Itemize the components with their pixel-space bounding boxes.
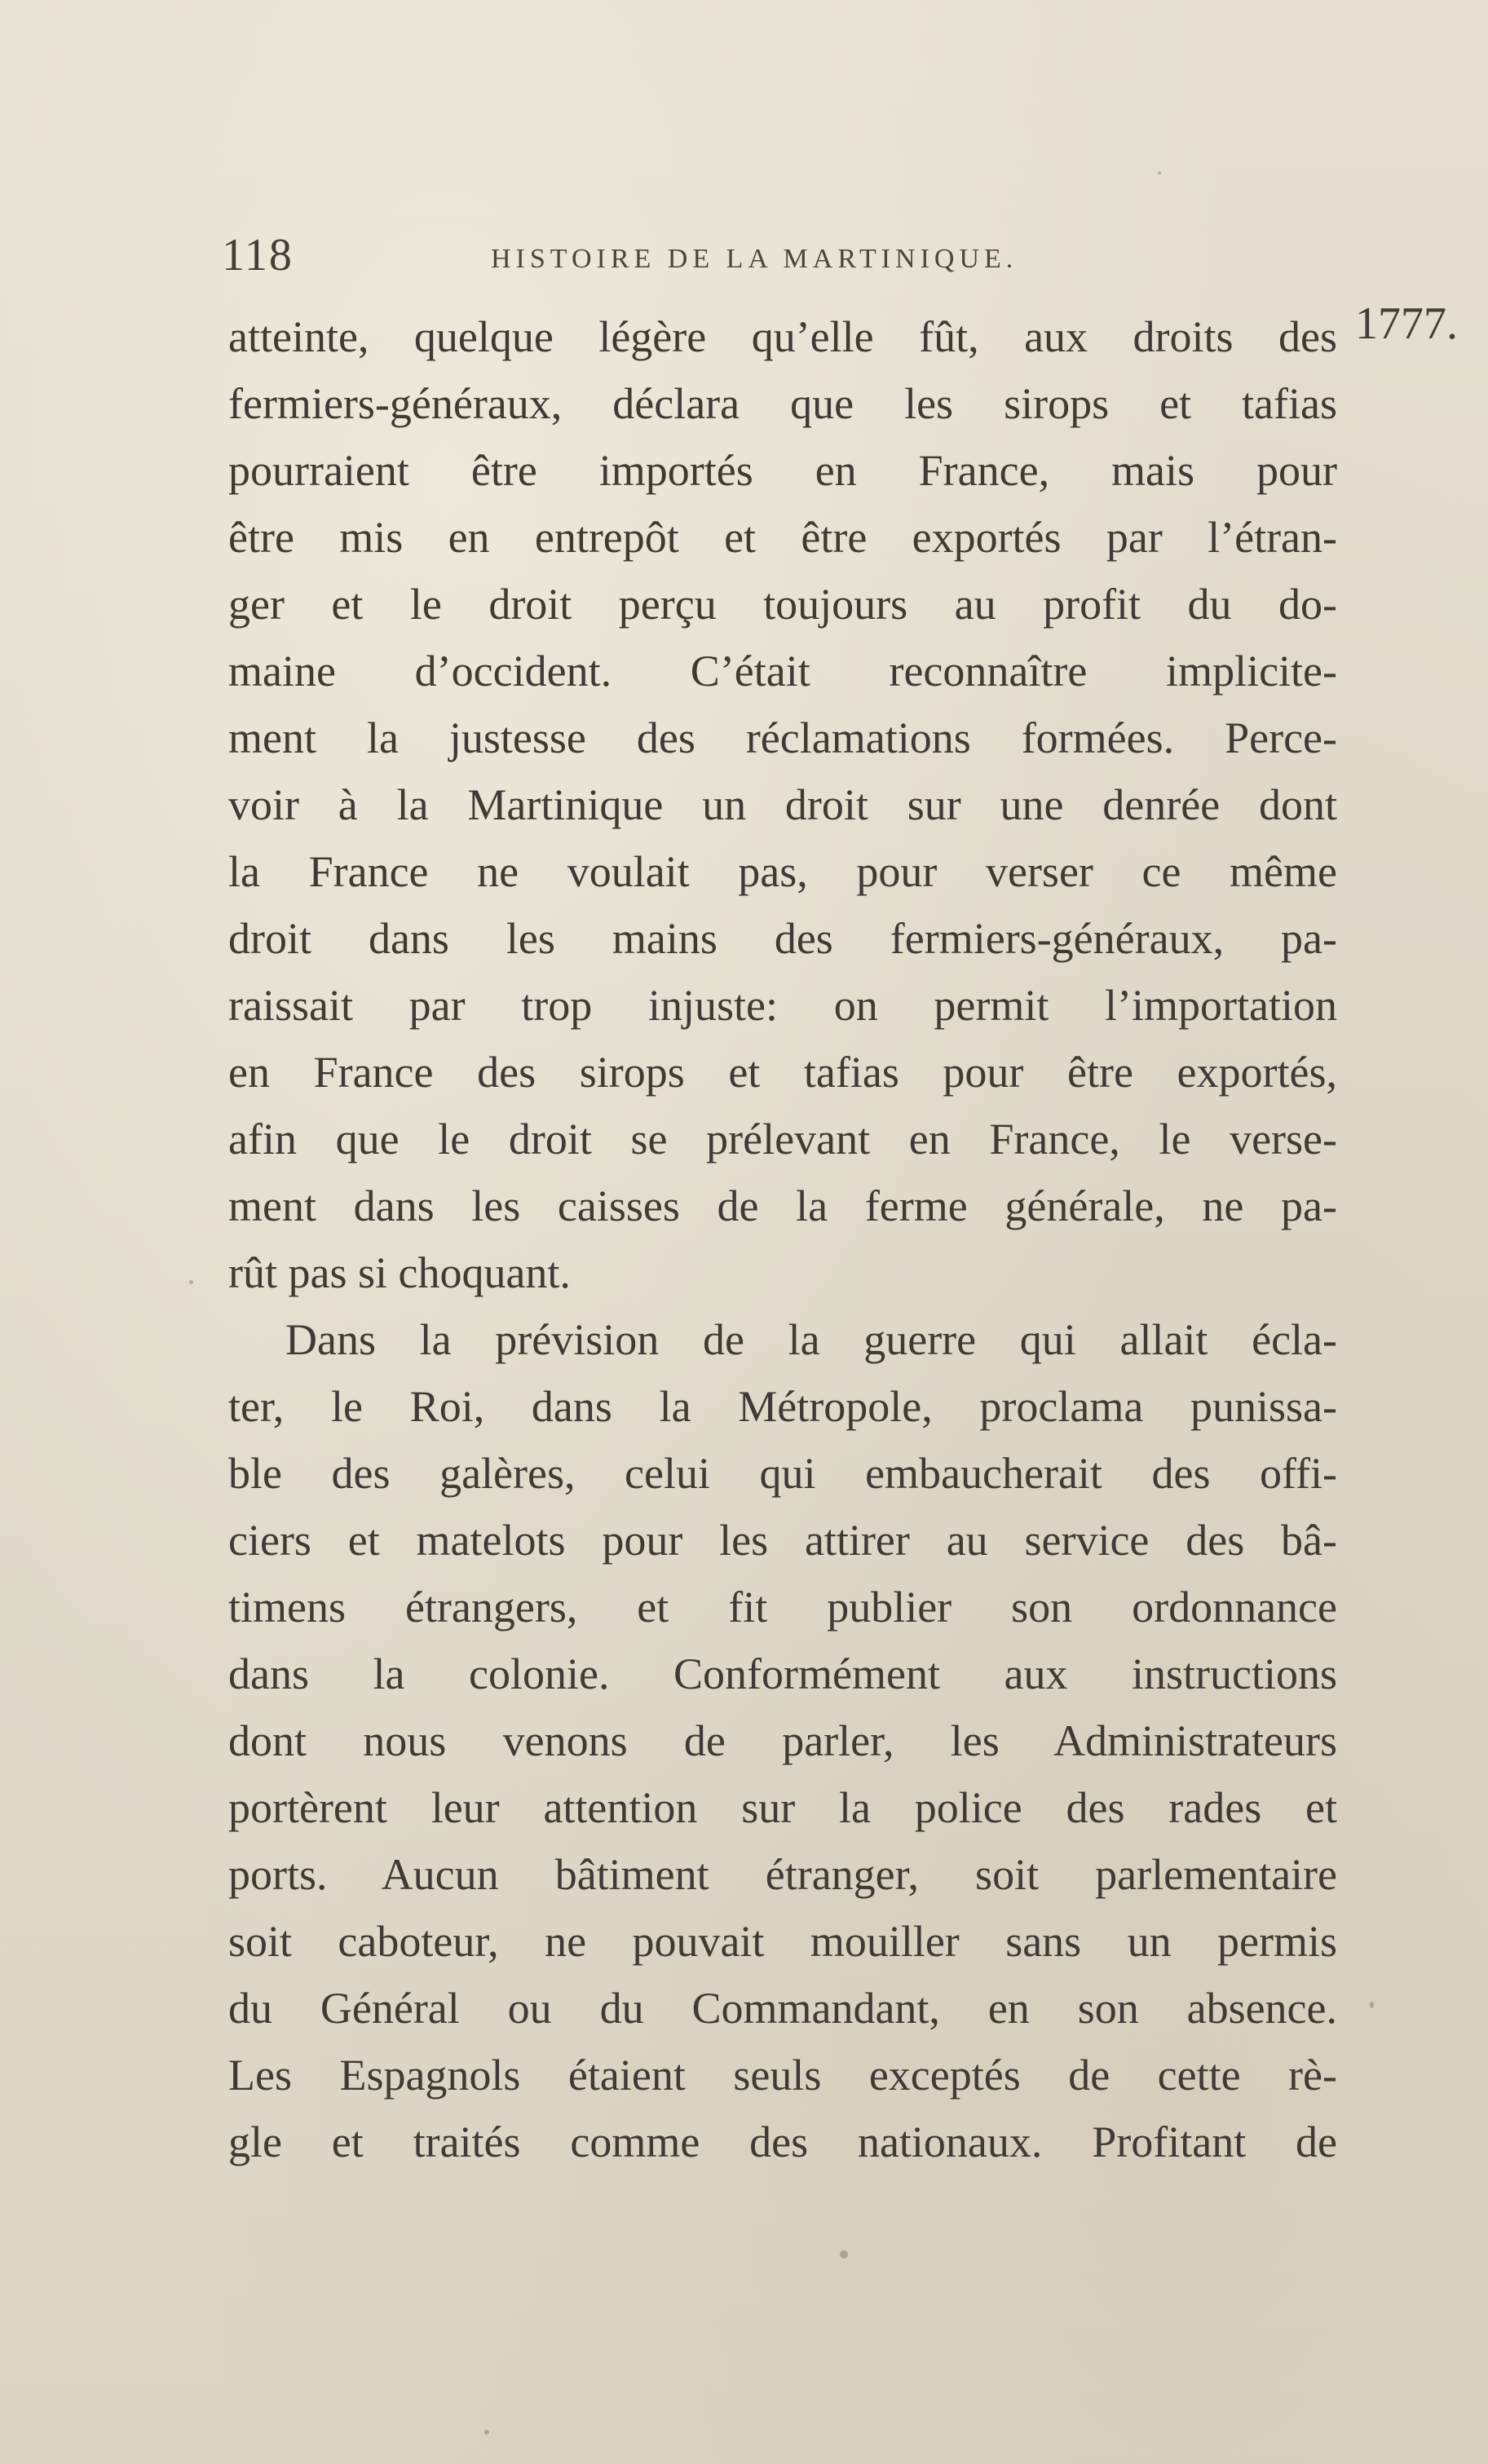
text-line: pourraient être importés en France, mais pour — [228, 446, 1337, 495]
paper-speck — [840, 2250, 848, 2259]
page-number: 118 — [222, 230, 294, 280]
text-line: Les Espagnols étaient seuls exceptés de cette rè- — [228, 2051, 1337, 2100]
text-line: ment la justesse des réclamations formées. Perce- — [228, 713, 1337, 762]
paper-speck — [1370, 2002, 1374, 2008]
text-line: maine d’occident. C’était reconnaître implicite- — [228, 647, 1337, 695]
text-line: voir à la Martinique un droit sur une denrée dont — [228, 780, 1337, 829]
text-line: dont nous venons de parler, les Administrateurs — [228, 1716, 1337, 1765]
text-line: en France des sirops et tafias pour être exportés, — [228, 1048, 1337, 1097]
paper-speck — [189, 1280, 193, 1284]
text-line: fermiers-généraux, déclara que les sirops et tafias — [228, 379, 1337, 428]
paragraph-end-line: rût pas si choquant. — [228, 1248, 571, 1297]
text-line: afin que le droit se prélevant en France, le verse- — [228, 1115, 1337, 1164]
text-line: la France ne voulait pas, pour verser ce même — [228, 847, 1337, 896]
text-line: ment dans les caisses de la ferme générale, ne pa- — [228, 1181, 1337, 1230]
text-line: portèrent leur attention sur la police des rades et — [228, 1783, 1337, 1832]
text-line: dans la colonie. Conformément aux instructions — [228, 1649, 1337, 1698]
text-line: être mis en entrepôt et être exportés par l’étran- — [228, 513, 1337, 562]
paper-speck — [484, 2430, 489, 2435]
text-line: du Général ou du Commandant, en son absence. — [228, 1984, 1337, 2033]
text-line: droit dans les mains des fermiers-généraux, pa- — [228, 914, 1337, 963]
text-line: ble des galères, celui qui embaucherait des offi- — [228, 1449, 1337, 1498]
running-head — [222, 227, 1347, 284]
text-line: ger et le droit perçu toujours au profit du do- — [228, 580, 1337, 629]
text-line: raissait par trop injuste: on permit l’importation — [228, 981, 1337, 1030]
text-line: atteinte, quelque légère qu’elle fût, aux droits des — [228, 312, 1337, 361]
text-line: timens étrangers, et fit publier son ordonnance — [228, 1583, 1337, 1632]
body-text — [228, 303, 1337, 2175]
text-line: ciers et matelots pour les attirer au service des bâ- — [228, 1516, 1337, 1565]
text-line: gle et traités comme des nationaux. Profitant de — [228, 2117, 1337, 2166]
text-line: ter, le Roi, dans la Métropole, proclama punissa- — [228, 1382, 1337, 1431]
running-title: HISTOIRE DE LA MARTINIQUE. — [491, 244, 1018, 274]
text-line: soit caboteur, ne pouvait mouiller sans un permis — [228, 1917, 1337, 1966]
margin-year-note: 1777. — [1355, 298, 1458, 349]
paper-speck — [1158, 171, 1161, 174]
paragraph-start-line: Dans la prévision de la guerre qui allait écla- — [285, 1315, 1337, 1364]
text-line: ports. Aucun bâtiment étranger, soit parlementaire — [228, 1850, 1337, 1899]
